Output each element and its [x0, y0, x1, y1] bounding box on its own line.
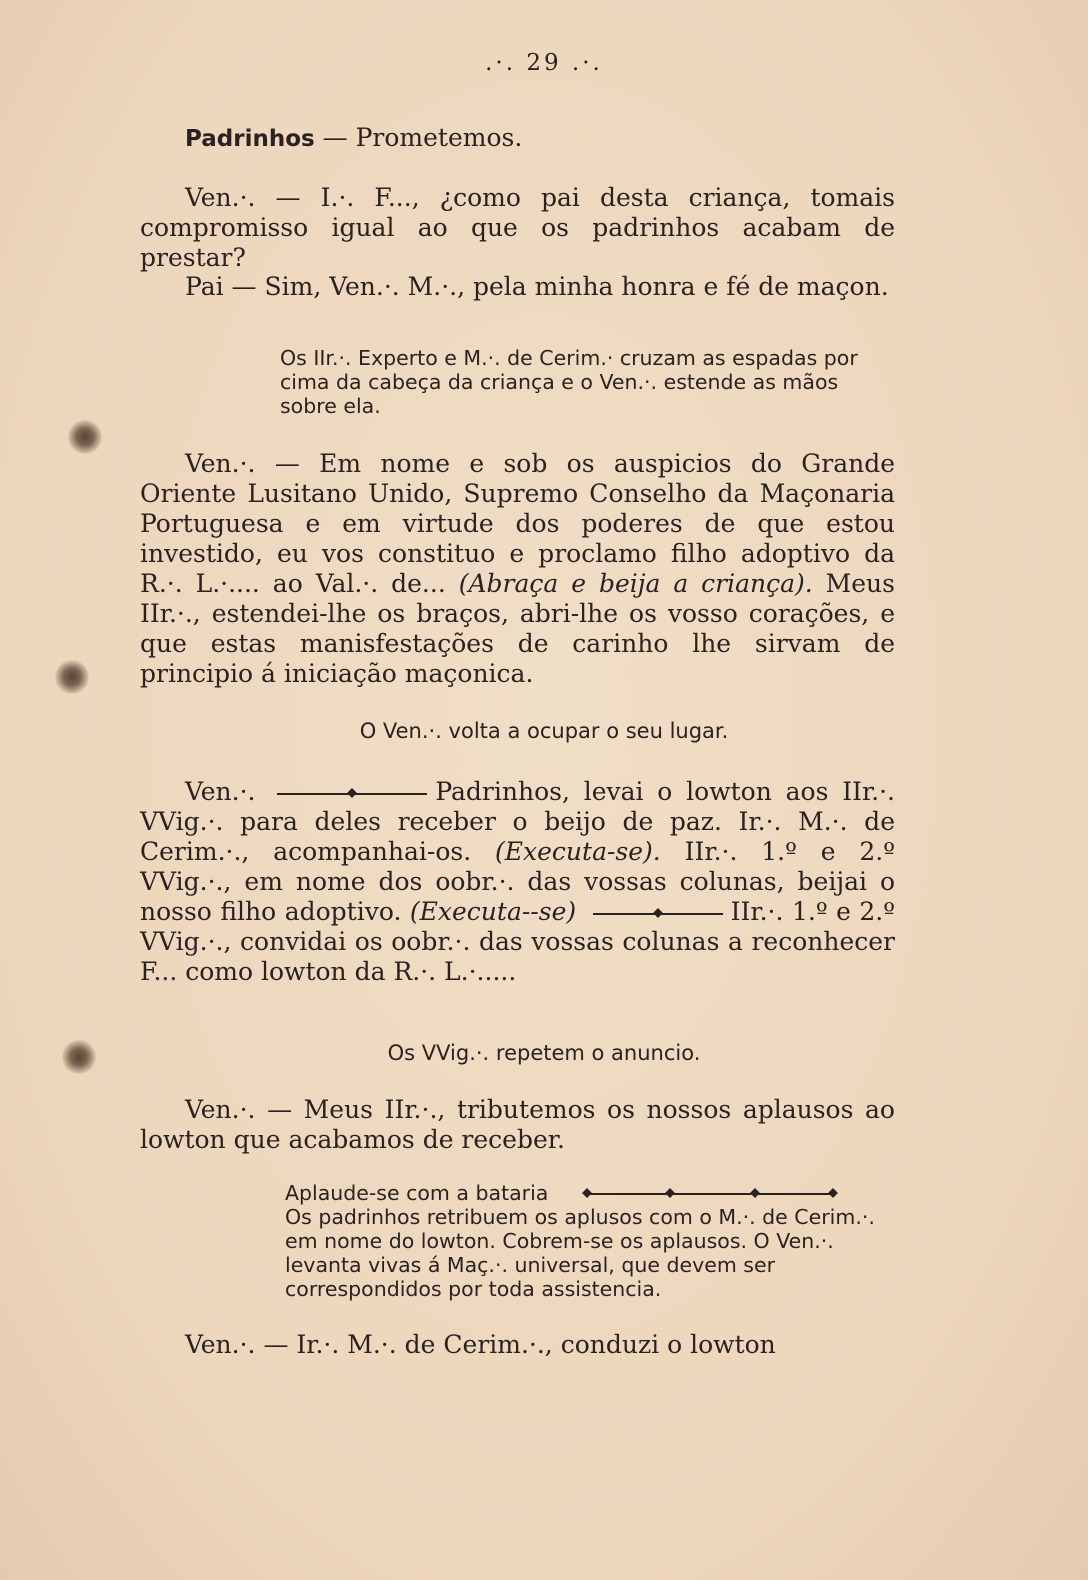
- dialogue-ven-1: [140, 183, 895, 273]
- italic-direction: (Executa--se): [409, 897, 577, 926]
- speech-text: — Prometemos.: [314, 123, 523, 152]
- stage-text: Os padrinhos retribuem os aplusos com o M.·. de Cerim.·. em nome do lowton. Cobrem-se os aplausos. O Ven.·. levanta vivas á Maç.·. universal, que devem ser correspondidos por toda assistencia.: [285, 1205, 875, 1301]
- speech-text: IIr.·. 1.º e 2.º VVig.·., convidai os oobr.·. das vossas colunas a reconhecer F... como lowton da R.·. L.·.....: [140, 897, 895, 986]
- italic-direction: (Executa-se).: [495, 837, 661, 866]
- speaker-label: Ven.·.: [185, 1095, 256, 1124]
- speech-text: — Ir.·. M.·. de Cerim.·., conduzi o lowton: [255, 1330, 776, 1359]
- page-number: .·. 29 .·.: [485, 50, 603, 76]
- diamond-icon: [828, 1188, 838, 1198]
- diamond-icon: [750, 1188, 760, 1198]
- speech-text: — I.·. F..., ¿como pai desta criança, tomais compromisso igual ao que os padrinhos acabam de prestar?: [140, 183, 895, 272]
- dialogue-padrinhos: [140, 123, 895, 154]
- dialogue-pai: [140, 272, 895, 302]
- speaker-label: Ven.·.: [185, 777, 256, 806]
- dialogue-ven-2: [140, 449, 895, 689]
- ornament-divider: [593, 913, 723, 915]
- binding-hole: [55, 660, 89, 694]
- ornament-divider: [277, 793, 427, 795]
- stage-direction-4: [285, 1181, 895, 1301]
- speaker-label: Ven.·.: [185, 449, 256, 478]
- speaker-label: Ven.·.: [185, 183, 256, 212]
- diamond-icon: [582, 1188, 592, 1198]
- stage-direction-1: Os IIr.·. Experto e M.·. de Cerim.· cruzam as espadas por cima da cabeça da criança e o Ven.·. estende as mãos sobre ela.: [280, 346, 858, 418]
- dialogue-ven-5: [140, 1330, 895, 1360]
- speaker-label: Ven.·.: [185, 1330, 256, 1359]
- speaker-label: Pai: [185, 272, 224, 301]
- dialogue-ven-3: [140, 777, 895, 987]
- speech-text: Padrinhos, levai o lowton aos IIr.·. VVig.·. para deles receber o beijo de paz. Ir.·. M.·. de Cerim.·., acompanhai-os.: [140, 777, 895, 866]
- speech-text: — Em nome e sob os auspicios do Grande Oriente Lusitano Unido, Supremo Conselho da Maçonaria Portuguesa e em virtude dos poderes de que estou investido, eu vos constituo e proclamo filho adoptivo da R.·. L.·.... ao Val.·. de...: [140, 449, 895, 598]
- binding-hole: [68, 420, 102, 454]
- speech-text: IIr.·. 1.º e 2.º VVig.·., em nome dos oobr.·. das vossas colunas, beijai o nosso filho adoptivo.: [140, 837, 895, 926]
- dialogue-ven-4: [140, 1095, 895, 1155]
- italic-direction: (Abraça e beija a criança).: [458, 569, 813, 598]
- speech-text: — Meus IIr.·., tributemos os nossos aplausos ao lowton que acabamos de receber.: [140, 1095, 895, 1154]
- speaker-label: Padrinhos: [185, 126, 315, 152]
- bataria-ornament: [585, 1193, 835, 1195]
- stage-direction-3: Os VVig.·. repetem o anuncio.: [387, 1041, 701, 1065]
- diamond-icon: [665, 1188, 675, 1198]
- stage-text: Aplaude-se com a bataria: [285, 1181, 549, 1205]
- speech-text: — Sim, Ven.·. M.·., pela minha honra e fé de maçon.: [223, 272, 889, 301]
- stage-direction-2: O Ven.·. volta a ocupar o seu lugar.: [359, 719, 729, 743]
- speech-text: Meus IIr.·., estendei-lhe os braços, abri-lhe os vosso corações, e que estas manisfestações de carinho lhe sirvam de principio á iniciação maçonica.: [140, 569, 895, 688]
